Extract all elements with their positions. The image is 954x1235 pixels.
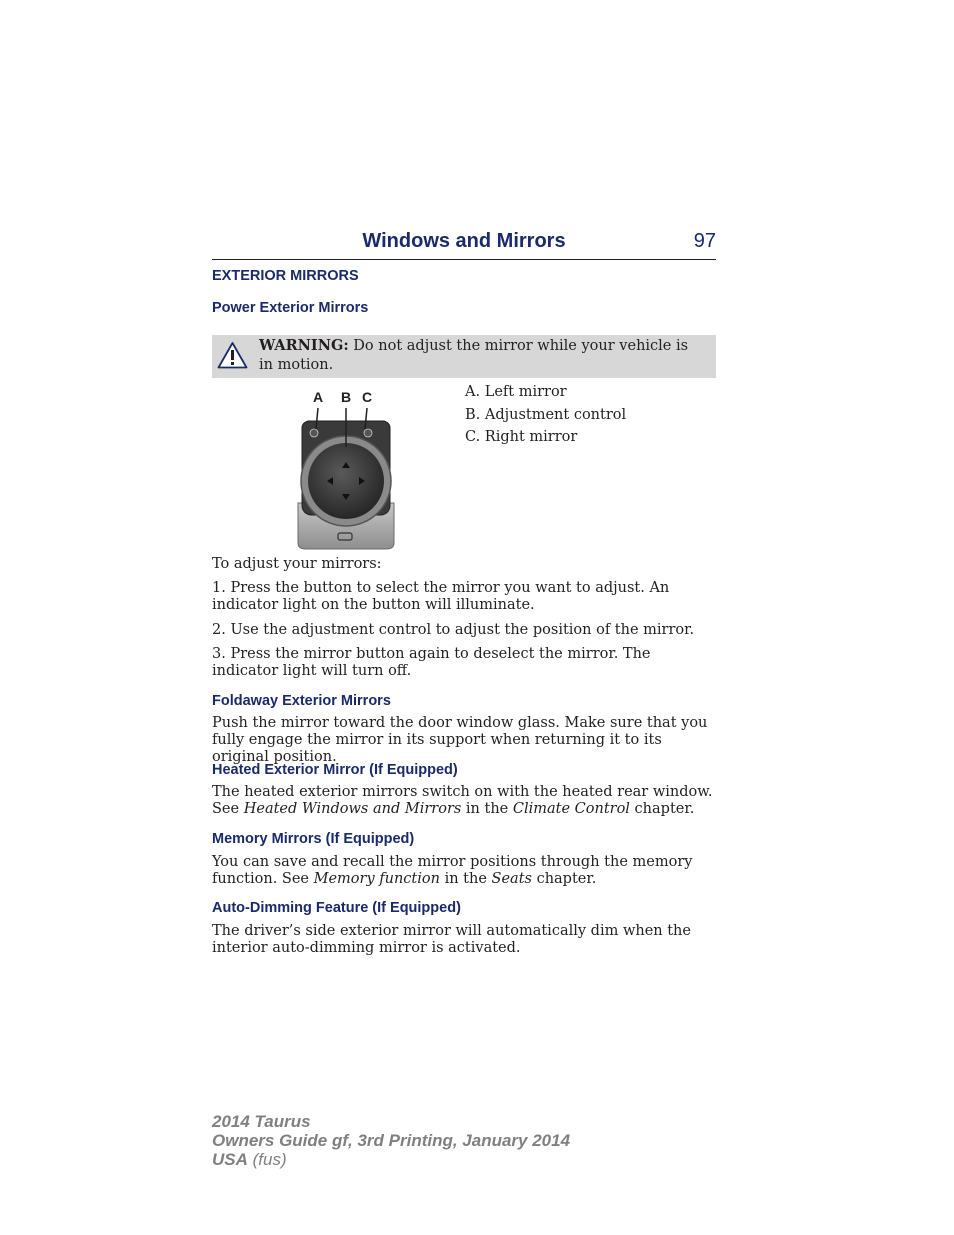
memory-text-part: You can save and recall the mirror positions through the memory function. See [212,854,693,887]
page-footer [212,1112,570,1169]
memory-heading: Memory Mirrors (If Equipped) [212,831,415,847]
callout-list [465,381,626,449]
foldaway-text: Push the mirror toward the door window glass. Make sure that you fully engage the mirror in its support when returning it to its original position. [212,715,708,765]
callout-b: B. Adjustment control [465,406,627,423]
callout-c: C. Right mirror [465,429,578,445]
heated-text-part: The heated exterior mirrors switch on with the heated rear window. See [212,784,713,817]
auto-dimming-heading: Auto-Dimming Feature (If Equipped) [212,900,461,916]
heated-ref-link: Heated Windows and Mirrors [243,801,462,817]
warning-text [259,336,699,375]
memory-text [212,854,716,888]
climate-ref-link: Climate Control [512,801,630,817]
warning-box [212,335,716,378]
chapter-title: Windows and Mirrors [362,230,566,252]
step-3: 3. Press the mirror button again to deselect the mirror. The indicator light will turn off. [212,646,651,679]
warning-message: Do not adjust the mirror while your vehicle is in motion. [259,338,689,373]
label-c: C [361,389,373,405]
foldaway-heading: Foldaway Exterior Mirrors [212,693,391,709]
heated-text-part: in the [461,801,513,817]
warning-label: WARNING: [259,337,349,354]
section-title: EXTERIOR MIRRORS [212,268,359,284]
footer-market [212,1150,570,1169]
footer-model: 2014 Taurus [212,1112,311,1131]
warning-triangle-icon [217,341,248,369]
page-number: 97 [693,230,716,252]
adjust-intro: To adjust your mirrors: [212,556,382,572]
callout-a: A. Left mirror [465,384,567,400]
memory-ref-link: Memory function [313,871,440,887]
seats-ref-link: Seats [491,871,532,887]
step-2: 2. Use the adjustment control to adjust the position of the mirror. [212,622,695,638]
footer-country: USA [212,1150,248,1169]
heated-text-part: chapter. [629,801,695,817]
mirror-control-illustration [292,383,412,551]
memory-text-part: in the [439,871,492,887]
auto-dimming-text: The driver’s side exterior mirror will automatically dim when the interior auto-dimming mirror is activated. [212,923,691,956]
label-a: A [312,389,324,405]
heated-text [212,784,716,818]
step-1: 1. Press the button to select the mirror you want to adjust. An indicator light on the button will illuminate. [212,580,670,613]
power-mirrors-heading: Power Exterior Mirrors [212,300,369,316]
label-b: B [340,389,352,405]
footer-code: (fus) [247,1150,287,1169]
footer-guide: Owners Guide gf, 3rd Printing, January 2014 [212,1131,571,1150]
memory-text-part: chapter. [531,871,597,887]
page-header [212,230,716,260]
heated-heading: Heated Exterior Mirror (If Equipped) [212,762,458,778]
